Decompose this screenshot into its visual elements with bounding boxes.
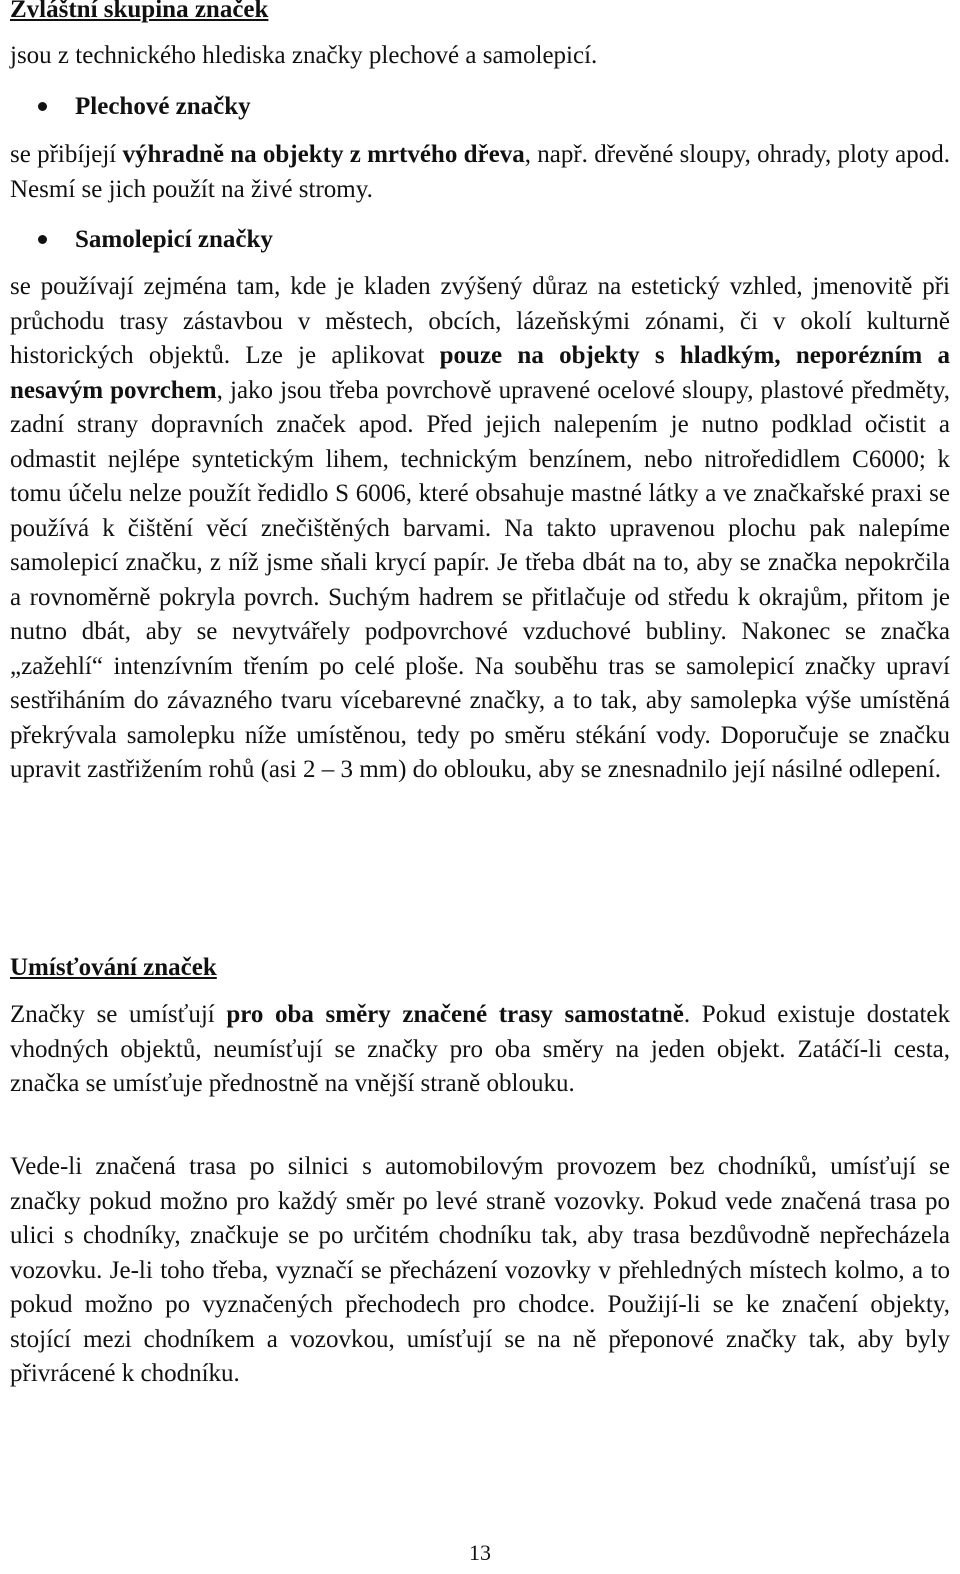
bullet-icon (38, 235, 47, 244)
text-run: Značky se umísťují (10, 1001, 227, 1028)
bullet-item-sticker-marks (38, 226, 273, 254)
text-run: . Pokud existuje dostatek vhodných objektů, neumísťují se značky pro oba směry na jeden objekt. Zatáčí-li cesta, značka se umísťuje přednostně na vnější straně oblouku. (10, 1001, 951, 1097)
paragraph-road-placement: Vede-li značená trasa po silnici s automobilovým provozem bez chodníků, umísťují se značky pokud možno pro každý směr po levé straně vozovky. Pokud vede značená trasa po ulici s chodníky, značkuje se po určitém chodníku tak, aby trasa bezdůvodně nepřecházela vozovku. Je-li toho třeba, vyznačí se přecházení vozovky v přehledných místech kolmo, a to pokud možno po vyznačených přechodech pro chodce. Použijí-li se ke značení objekty, stojící mezi chodníkem a vozovkou, umísťují se na ně přeponové značky tak, aby byly přivrácené k chodníku. (10, 1153, 950, 1387)
emphasis-text: pouze na objekty s hladkým, neporézním a nesavým povrchem (10, 342, 950, 404)
bullet-item-tin-marks (38, 93, 251, 121)
text-run: , jako jsou třeba povrchově upravené ocelové sloupy, plastové předměty, zadní strany dopravních značek apod. Před jejich nalepením je nutno podklad očistit a odmastit nejlépe syntetickým lihem, technickým benzínem, nebo nitroředidlem C6000; k tomu účelu nelze použít ředidlo S 6006, které obsahuje mastné látky a ve značkařské praxi se používá k čištění věcí znečištěných barvami. Na takto upravenou plochu pak nalepíme samolepicí značku, z níž jsme sňali krycí papír. Je třeba dbát na to, aby se značka nepokrčila a rovnoměrně pokryla povrch. Suchým hadrem se přitlačuje od středu k okrajům, přitom je nutno dbát, aby se nevytvářely podpovrchové vzduchové bubliny. Nakonec se značka „zažehlí“ intenzívním třením po celé ploše. Na souběhu tras se samolepicí značky upraví sestřiháním do závazného tvaru vícebarevné značky, a to tak, aby samolepka výše umístěná překrývala samolepku níže umístěnou, tedy po směru stékání vody. Doporučuje se značku upravit zastřižením rohů (asi 2 – 3 mm) do oblouku, aby se znesnadnilo její násilné odlepení. (10, 376, 951, 783)
paragraph-placement-directions (10, 998, 950, 1102)
paragraph-tin-marks (10, 138, 950, 207)
section-heading-special-marks: Zvláštní skupina značek (10, 0, 269, 23)
emphasis-text: pro oba směry značené trasy samostatně (226, 1001, 684, 1028)
bullet-label: Samolepicí značky (75, 226, 273, 253)
paragraph-sticker-marks (10, 270, 950, 788)
intro-text: jsou z technického hlediska značky plechové a samolepicí. (10, 42, 598, 69)
bullet-icon (38, 102, 47, 111)
page-number: 13 (469, 1540, 491, 1565)
text-run: se přibíjejí (10, 141, 123, 168)
text-run: , např. dřevěné sloupy, ohrady, ploty apod. Nesmí se jich použít na živé stromy. (10, 141, 950, 203)
text-run: se používají zejména tam, kde je kladen zvýšený důraz na estetický vzhled, jmenovitě při průchodu trasy zástavbou v městech, obcích, lázeňskými zónami, či v okolí kulturně historických objektů. Lze je aplikovat (10, 273, 950, 369)
emphasis-text: výhradně na objekty z mrtvého dřeva (122, 141, 525, 168)
section-heading-placement: Umísťování značek (10, 954, 217, 981)
bullet-label: Plechové značky (75, 93, 251, 120)
